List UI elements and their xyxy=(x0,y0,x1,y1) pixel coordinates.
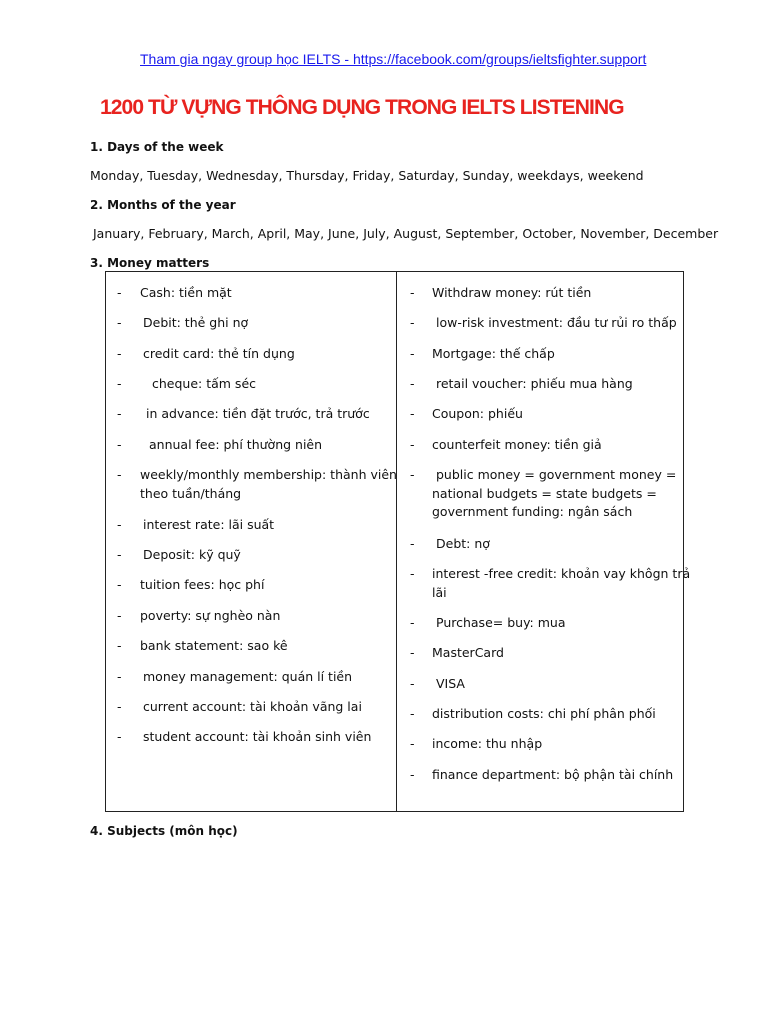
section-heading-months: 2. Months of the year xyxy=(90,198,236,212)
vocab-item-text: retail voucher: phiếu mua hàng xyxy=(436,376,633,391)
vocab-item-text: money management: quán lí tiền xyxy=(143,669,353,684)
list-bullet: - xyxy=(117,729,122,744)
list-bullet: - xyxy=(117,547,122,562)
vocab-item-text: low-risk investment: đầu tư rủi ro thấp xyxy=(436,315,677,330)
vocab-item-text: annual fee: phí thường niên xyxy=(149,437,323,452)
vocab-item-text: Mortgage: thế chấp xyxy=(432,346,555,361)
vocab-item-text: interest rate: lãi suất xyxy=(143,517,275,532)
vocab-item-text: Purchase= buy: mua xyxy=(436,615,566,630)
list-bullet: - xyxy=(117,376,122,391)
vocab-item-text: income: thu nhập xyxy=(432,736,543,751)
list-bullet: - xyxy=(117,699,122,714)
list-bullet: - xyxy=(410,767,415,782)
vocab-item-text: cheque: tấm séc xyxy=(152,376,257,391)
section-heading-subjects: 4. Subjects (môn học) xyxy=(90,824,238,838)
facebook-group-link[interactable]: Tham gia ngay group học IELTS - https://facebook.com/groups/ieltsfighter.support xyxy=(140,51,647,67)
list-bullet: - xyxy=(117,577,122,592)
list-bullet: - xyxy=(410,406,415,421)
months-list: January, February, March, April, May, June, July, August, September, October, November, December xyxy=(93,226,719,241)
document-title: 1200 TỪ VỰNG THÔNG DỤNG TRONG IELTS LISTENING xyxy=(100,96,624,119)
vocab-item-text: public money = government money = xyxy=(436,467,677,482)
vocab-item-text: poverty: sự nghèo nàn xyxy=(140,608,281,623)
vocab-item-text: bank statement: sao kê xyxy=(140,638,288,653)
vocab-item-text: national budgets = state budgets = xyxy=(432,485,657,501)
days-list: Monday, Tuesday, Wednesday, Thursday, Friday, Saturday, Sunday, weekdays, weekend xyxy=(90,168,644,183)
list-bullet: - xyxy=(117,638,122,653)
section-heading-money: 3. Money matters xyxy=(90,256,210,270)
list-bullet: - xyxy=(117,437,122,452)
vocab-item-text: Withdraw money: rút tiền xyxy=(432,285,592,300)
vocab-item-text: government funding: ngân sách xyxy=(432,504,633,519)
vocab-item-text: weekly/monthly membership: thành viên xyxy=(140,467,397,482)
list-bullet: - xyxy=(410,285,415,300)
vocab-item-text: Coupon: phiếu xyxy=(432,406,523,421)
vocab-item-text: VISA xyxy=(436,676,465,691)
list-bullet: - xyxy=(410,536,415,551)
vocab-item-text: counterfeit money: tiền giả xyxy=(432,437,602,452)
vocab-item-text: student account: tài khoản sinh viên xyxy=(143,729,372,744)
vocab-item-text: lãi xyxy=(432,584,447,600)
list-bullet: - xyxy=(117,669,122,684)
list-bullet: - xyxy=(410,376,415,391)
vocab-item-text: Cash: tiền mặt xyxy=(140,285,232,300)
vocab-item-text: MasterCard xyxy=(432,645,504,660)
list-bullet: - xyxy=(117,467,122,482)
list-bullet: - xyxy=(410,437,415,452)
list-bullet: - xyxy=(410,676,415,691)
list-bullet: - xyxy=(410,736,415,751)
section-heading-days: 1. Days of the week xyxy=(90,140,224,154)
vocab-item-text: in advance: tiền đặt trước, trả trước xyxy=(146,406,370,421)
list-bullet: - xyxy=(410,346,415,361)
list-bullet: - xyxy=(410,615,415,630)
vocab-item-text: theo tuần/tháng xyxy=(140,485,242,501)
vocab-item-text: credit card: thẻ tín dụng xyxy=(143,346,295,361)
list-bullet: - xyxy=(117,285,122,300)
vocab-item-text: interest -free credit: khoản vay khôgn trả xyxy=(432,566,691,581)
vocab-item-text: tuition fees: học phí xyxy=(140,577,265,592)
vocab-item-text: Deposit: kỹ quỹ xyxy=(143,547,241,562)
list-bullet: - xyxy=(117,517,122,532)
list-bullet: - xyxy=(410,566,415,581)
vocab-item-text: Debit: thẻ ghi nợ xyxy=(143,315,249,330)
list-bullet: - xyxy=(117,315,122,330)
vocab-item-text: finance department: bộ phận tài chính xyxy=(432,767,674,782)
vocab-item-text: Debt: nợ xyxy=(436,536,490,551)
vocab-item-text: current account: tài khoản vãng lai xyxy=(143,699,362,714)
list-bullet: - xyxy=(117,608,122,623)
list-bullet: - xyxy=(117,406,122,421)
list-bullet: - xyxy=(410,706,415,721)
vocab-item-text: distribution costs: chi phí phân phối xyxy=(432,706,656,721)
list-bullet: - xyxy=(117,346,122,361)
list-bullet: - xyxy=(410,315,415,330)
list-bullet: - xyxy=(410,467,415,482)
table-column-divider xyxy=(396,271,397,812)
list-bullet: - xyxy=(410,645,415,660)
